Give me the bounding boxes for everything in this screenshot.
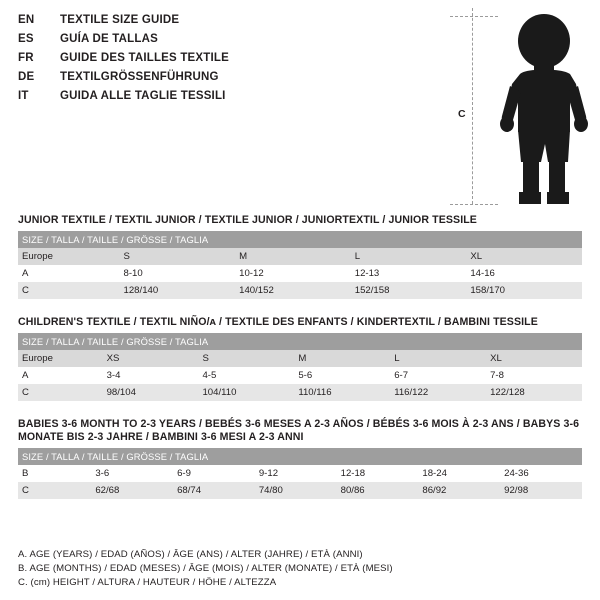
cell: 6-9 <box>173 465 255 482</box>
cell: 8-10 <box>120 265 236 282</box>
cell: L <box>351 248 467 265</box>
language-code: EN <box>18 14 35 26</box>
cell: 74/80 <box>255 482 337 499</box>
cell: 10-12 <box>235 265 351 282</box>
cell: 68/74 <box>173 482 255 499</box>
cell: S <box>198 350 294 367</box>
cell: 104/110 <box>198 384 294 401</box>
table-subheader-label: SIZE / TALLA / TAILLE / GRÖSSE / TAGLIA <box>18 231 582 248</box>
table-subheader-label: SIZE / TALLA / TAILLE / GRÖSSE / TAGLIA <box>18 448 582 465</box>
cell: XS <box>103 350 199 367</box>
row-label: C <box>18 282 120 299</box>
table-subheader-label: SIZE / TALLA / TAILLE / GRÖSSE / TAGLIA <box>18 333 582 350</box>
cell: XL <box>466 248 582 265</box>
legend-note-c: C. (cm) HEIGHT / ALTURA / HAUTEUR / HÖHE / ALTEZZA <box>18 577 277 588</box>
table-row <box>18 465 582 482</box>
legend-note-b: B. AGE (MONTHS) / EDAD (MESES) / ÂGE (MOIS) / ALTER (MONATE) / ETÀ (MESI) <box>18 563 393 574</box>
cell: 5-6 <box>294 367 390 384</box>
cell: 6-7 <box>390 367 486 384</box>
cell: L <box>390 350 486 367</box>
cell: 4-5 <box>198 367 294 384</box>
language-row <box>18 33 378 52</box>
section-title: JUNIOR TEXTILE / TEXTIL JUNIOR / TEXTILE JUNIOR / JUNIORTEXTIL / JUNIOR TESSILE <box>18 214 477 226</box>
language-row <box>18 90 378 109</box>
row-label: B <box>18 465 91 482</box>
language-code: IT <box>18 90 29 102</box>
language-row <box>18 14 378 33</box>
table-subheader-row <box>18 231 582 248</box>
cell: 80/86 <box>337 482 419 499</box>
cell: 110/116 <box>294 384 390 401</box>
measure-label-c: C <box>458 108 466 120</box>
table-row <box>18 367 582 384</box>
junior-size-table <box>18 231 582 299</box>
cell: S <box>120 248 236 265</box>
language-code: FR <box>18 52 34 64</box>
cell: 7-8 <box>486 367 582 384</box>
cell: 12-13 <box>351 265 467 282</box>
language-row <box>18 52 378 71</box>
row-label: Europe <box>18 248 120 265</box>
cell: M <box>294 350 390 367</box>
language-row <box>18 71 378 90</box>
cell: 3-6 <box>91 465 173 482</box>
row-label: A <box>18 265 120 282</box>
language-title: GUIDA ALLE TAGLIE TESSILI <box>60 90 226 102</box>
language-header <box>18 14 378 109</box>
cell: M <box>235 248 351 265</box>
cell: 86/92 <box>418 482 500 499</box>
section-title: CHILDREN'S TEXTILE / TEXTIL NIÑO/ᴀ / TEXTILE DES ENFANTS / KINDERTEXTIL / BAMBINI TESSILE <box>18 316 538 328</box>
cell: 152/158 <box>351 282 467 299</box>
table-subheader-row <box>18 333 582 350</box>
cell: 158/170 <box>466 282 582 299</box>
section-title: BABIES 3-6 MONTH TO 2-3 YEARS / BEBÉS 3-6 MESES A 2-3 AÑOS / BÉBÉS 3-6 MOIS À 2-3 ANS / BABYS 3-6 MONATE BIS 2-3 JAHRE / BAMBINI 3-6 MESI A 2-3 ANNI <box>18 418 580 443</box>
cell: 62/68 <box>91 482 173 499</box>
table-row <box>18 265 582 282</box>
cell: 3-4 <box>103 367 199 384</box>
cell: XL <box>486 350 582 367</box>
table-row <box>18 482 582 499</box>
row-label: C <box>18 482 91 499</box>
cell: 92/98 <box>500 482 582 499</box>
table-row <box>18 248 582 265</box>
row-label: Europe <box>18 350 103 367</box>
cell: 24-36 <box>500 465 582 482</box>
cell: 128/140 <box>120 282 236 299</box>
cell: 12-18 <box>337 465 419 482</box>
cell: 140/152 <box>235 282 351 299</box>
cell: 98/104 <box>103 384 199 401</box>
section-babies <box>18 418 582 499</box>
cell: 9-12 <box>255 465 337 482</box>
cell: 116/122 <box>390 384 486 401</box>
table-row <box>18 350 582 367</box>
cell: 18-24 <box>418 465 500 482</box>
row-label: A <box>18 367 103 384</box>
height-guide-line <box>472 8 473 204</box>
language-code: ES <box>18 33 34 45</box>
language-title: TEXTILGRÖSSENFÜHRUNG <box>60 71 219 83</box>
toddler-silhouette-icon <box>488 12 598 208</box>
section-children <box>18 316 582 401</box>
children-size-table <box>18 333 582 401</box>
row-label: C <box>18 384 103 401</box>
cell: 14-16 <box>466 265 582 282</box>
measurement-figure <box>430 8 590 208</box>
legend-note-a: A. AGE (YEARS) / EDAD (AÑOS) / ÂGE (ANS) / ALTER (JAHRE) / ETÀ (ANNI) <box>18 549 363 560</box>
language-code: DE <box>18 71 35 83</box>
babies-size-table <box>18 448 582 499</box>
language-title: GUÍA DE TALLAS <box>60 33 158 45</box>
table-row <box>18 384 582 401</box>
language-title: TEXTILE SIZE GUIDE <box>60 14 180 26</box>
section-junior <box>18 214 582 299</box>
cell: 122/128 <box>486 384 582 401</box>
language-title: GUIDE DES TAILLES TEXTILE <box>60 52 229 64</box>
table-subheader-row <box>18 448 582 465</box>
table-row <box>18 282 582 299</box>
legend-notes <box>18 548 582 590</box>
